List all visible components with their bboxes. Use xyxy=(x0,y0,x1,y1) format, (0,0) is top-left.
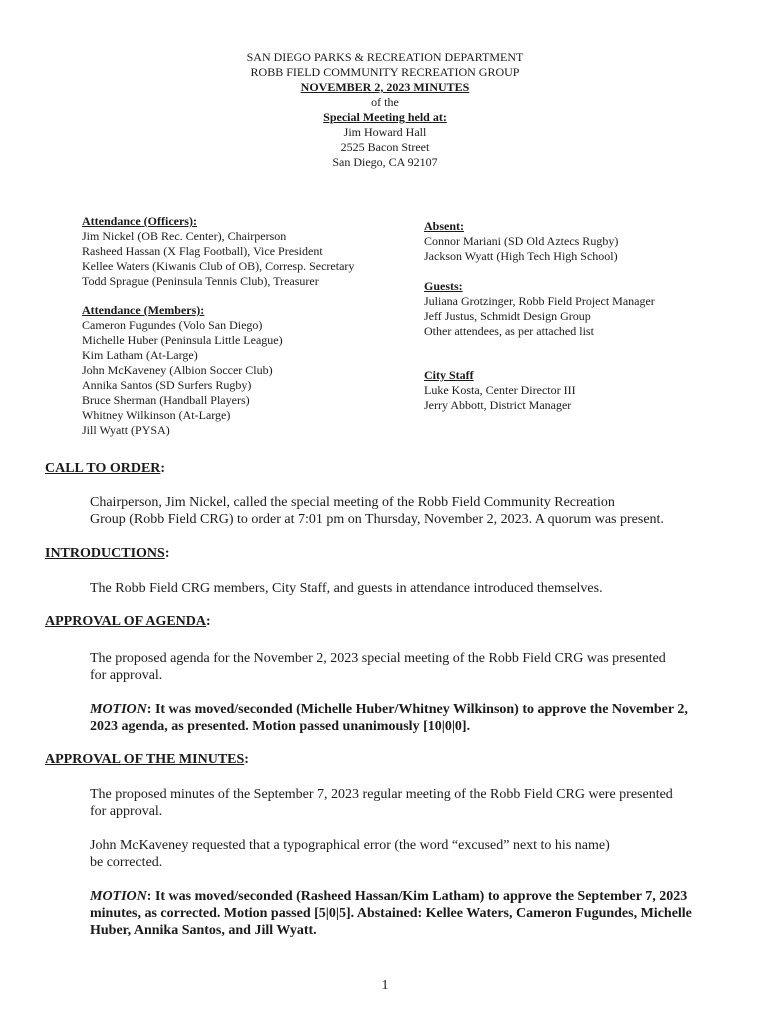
member-item: Kim Latham (At-Large) xyxy=(82,348,198,362)
guests-title: Guests: xyxy=(424,279,463,293)
member-item: Jill Wyatt (PYSA) xyxy=(82,423,170,437)
approval-agenda-text: The proposed agenda for the November 2, 2023 special meeting of the Robb Field CRG was presented for approval. xyxy=(90,651,666,683)
motion-label: MOTION xyxy=(90,889,147,904)
correction-request-text: John McKaveney requested that a typographical error (the word “excused” next to his name) be corrected. xyxy=(90,838,610,870)
call-to-order-text: Chairperson, Jim Nickel, called the special meeting of the Robb Field Community Recreation Group (Robb Field CRG) to order at 7:01 pm on Thursday, November 2, 2023. A quorum was present. xyxy=(90,495,664,527)
member-item: John McKaveney (Albion Soccer Club) xyxy=(82,363,273,377)
document-header xyxy=(0,50,770,170)
meeting-type: Special Meeting held at: xyxy=(323,110,447,124)
guest-item: Jeff Justus, Schmidt Design Group xyxy=(424,309,591,323)
venue-city: San Diego, CA 92107 xyxy=(332,155,438,169)
introductions-text: The Robb Field CRG members, City Staff, and guests in attendance introduced themselves. xyxy=(90,581,603,596)
motion-label: MOTION xyxy=(90,702,147,717)
venue-name: Jim Howard Hall xyxy=(343,125,427,139)
attendance-left-column xyxy=(82,214,354,438)
call-to-order-heading: CALL TO ORDER: xyxy=(45,461,166,476)
officers-title: Attendance (Officers): xyxy=(82,214,197,228)
department-name: SAN DIEGO PARKS & RECREATION DEPARTMENT xyxy=(246,50,524,64)
introductions-heading: INTRODUCTIONS: xyxy=(45,546,170,561)
absent-item: Connor Mariani (SD Old Aztecs Rugby) xyxy=(424,234,619,248)
venue-street: 2525 Bacon Street xyxy=(340,140,430,154)
city-staff-title: City Staff xyxy=(424,368,474,382)
city-staff-item: Luke Kosta, Center Director III xyxy=(424,383,576,397)
guest-item: Juliana Grotzinger, Robb Field Project Manager xyxy=(424,294,655,308)
minutes-title: NOVEMBER 2, 2023 MINUTES xyxy=(300,80,470,94)
guests-section xyxy=(424,279,655,339)
minutes-motion: MOTION: It was moved/seconded (Rasheed Hassan/Kim Latham) to approve the September 7, 2023 minutes, as corrected. Motion passed [5|0|5]. Abstained: Kellee Waters, Cameron Fugundes, Michelle Huber, Annika Santos, and Jill Wyatt. xyxy=(90,889,692,938)
approval-agenda-heading: APPROVAL OF AGENDA: xyxy=(45,614,211,629)
officer-item: Todd Sprague (Peninsula Tennis Club), Treasurer xyxy=(82,274,319,288)
member-item: Annika Santos (SD Surfers Rugby) xyxy=(82,378,252,392)
city-staff-section xyxy=(424,368,576,413)
guest-item: Other attendees, as per attached list xyxy=(424,324,594,338)
absent-title: Absent: xyxy=(424,219,465,233)
member-item: Cameron Fugundes (Volo San Diego) xyxy=(82,318,263,332)
group-name: ROBB FIELD COMMUNITY RECREATION GROUP xyxy=(250,65,520,79)
page-number: 1 xyxy=(381,978,389,993)
header-of-the: of the xyxy=(371,95,399,109)
members-title: Attendance (Members): xyxy=(82,303,205,317)
approval-minutes-heading: APPROVAL OF THE MINUTES: xyxy=(45,752,249,767)
absent-item: Jackson Wyatt (High Tech High School) xyxy=(424,249,618,263)
absent-section xyxy=(424,219,618,264)
member-item: Bruce Sherman (Handball Players) xyxy=(82,393,250,407)
member-item: Michelle Huber (Peninsula Little League) xyxy=(82,333,283,347)
city-staff-item: Jerry Abbott, District Manager xyxy=(424,398,572,412)
officer-item: Kellee Waters (Kiwanis Club of OB), Corresp. Secretary xyxy=(82,259,355,273)
officer-item: Rasheed Hassan (X Flag Football), Vice President xyxy=(82,244,323,258)
officer-item: Jim Nickel (OB Rec. Center), Chairperson xyxy=(82,229,287,243)
agenda-motion: MOTION: It was moved/seconded (Michelle Huber/Whitney Wilkinson) to approve the November 2, 2023 agenda, as presented. Motion passed unanimously [10|0|0]. xyxy=(90,702,688,734)
approval-minutes-text: The proposed minutes of the September 7, 2023 regular meeting of the Robb Field CRG were presented for approval. xyxy=(90,787,673,819)
member-item: Whitney Wilkinson (At-Large) xyxy=(82,408,231,422)
